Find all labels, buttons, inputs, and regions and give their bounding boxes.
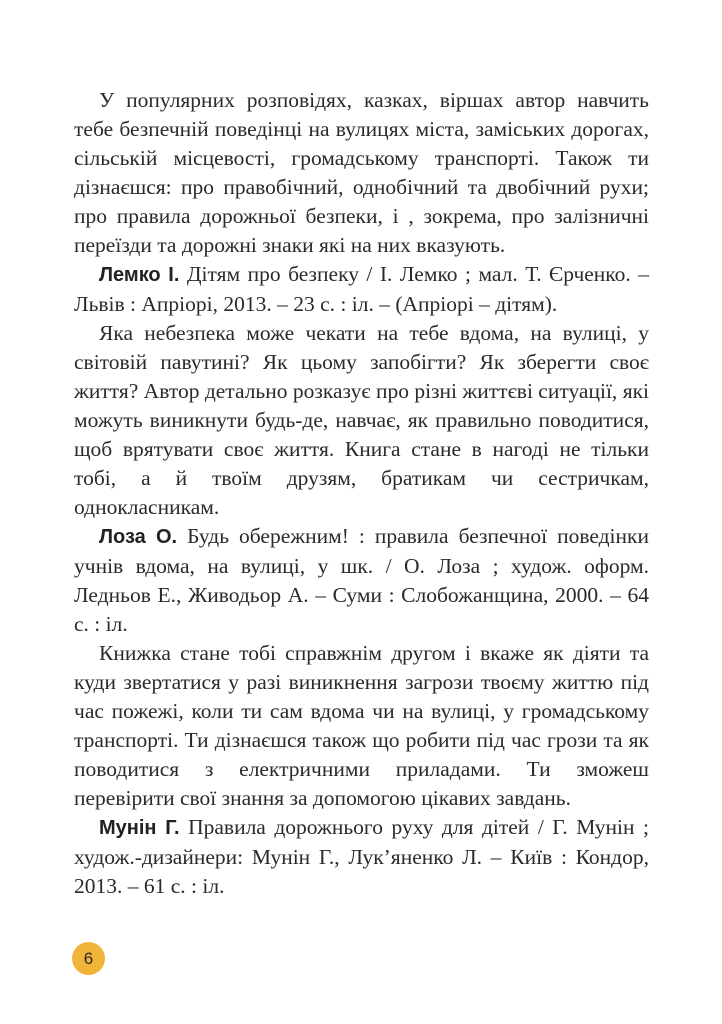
annotation-text: Книжка стане тобі справжнім другом і вкаже як діяти та куди звертатися у разі виникнення загрози твоєму життю під час пожежі, коли ти сам вдома чи на вулиці, у громадському транспорті. Ти дізнаєшся також що робити під час грози та як поводитися з електричними приладами. Ти зможеш перевірити свої знання за допомогою цікавих завдань. [74,641,649,810]
bibliography-entry [74,260,649,319]
annotation-paragraph [74,319,649,522]
bibliography-entry [74,522,649,639]
entry-description: Будь обережним! : правила безпечної поведінки учнів вдома, на вулиці, у шк. / О. Лоза ; худож. оформ. Ледньов Е., Живодьор А. – Суми : Слобожанщина, 2000. – 64 с. : іл. [74,524,649,636]
annotation-text: У популярних розповідях, казках, віршах автор навчить тебе безпечній поведінці на вулицях міста, заміських дорогах, сільській місцевості, громадському транспорті. Також ти дізнаєшся: про правобічний, однобічний та двобічний рухи; про правила дорожньої безпеки, і , зокрема, про залізничні переїзди та дорожні знаки які на них вказують. [74,88,649,257]
entry-author: Мунін Г. [99,817,180,839]
page-body [74,86,649,901]
entry-author: Лоза О. [99,526,178,548]
annotation-paragraph [74,86,649,260]
page-number-badge [72,942,105,975]
page-number: 6 [83,948,94,968]
entry-author: Лемко І. [99,264,180,286]
annotation-text: Яка небезпека може чекати на тебе вдома, на вулиці, у світовій павутині? Як цьому запобігти? Як зберегти своє життя? Автор детально розказує про різні життєві ситуації, які можуть виникнути будь-де, навчає, як правильно поводитися, щоб врятувати своє життя. Книга стане в нагоді не тільки тобі, а й твоїм друзям, братикам чи сестричкам, однокласникам. [74,321,649,519]
bibliography-entry [74,813,649,901]
entry-description: Дітям про безпеку / І. Лемко ; мал. Т. Єрченко. – Львів : Апріорі, 2013. – 23 с. : іл. – (Апріорі – дітям). [74,262,649,316]
entry-description: Правила дорожнього руху для дітей / Г. Мунін ; худож.-дизайнери: Мунін Г., Лук’яненко Л. – Київ : Кондор, 2013. – 61 с. : іл. [74,815,649,898]
annotation-paragraph [74,639,649,813]
